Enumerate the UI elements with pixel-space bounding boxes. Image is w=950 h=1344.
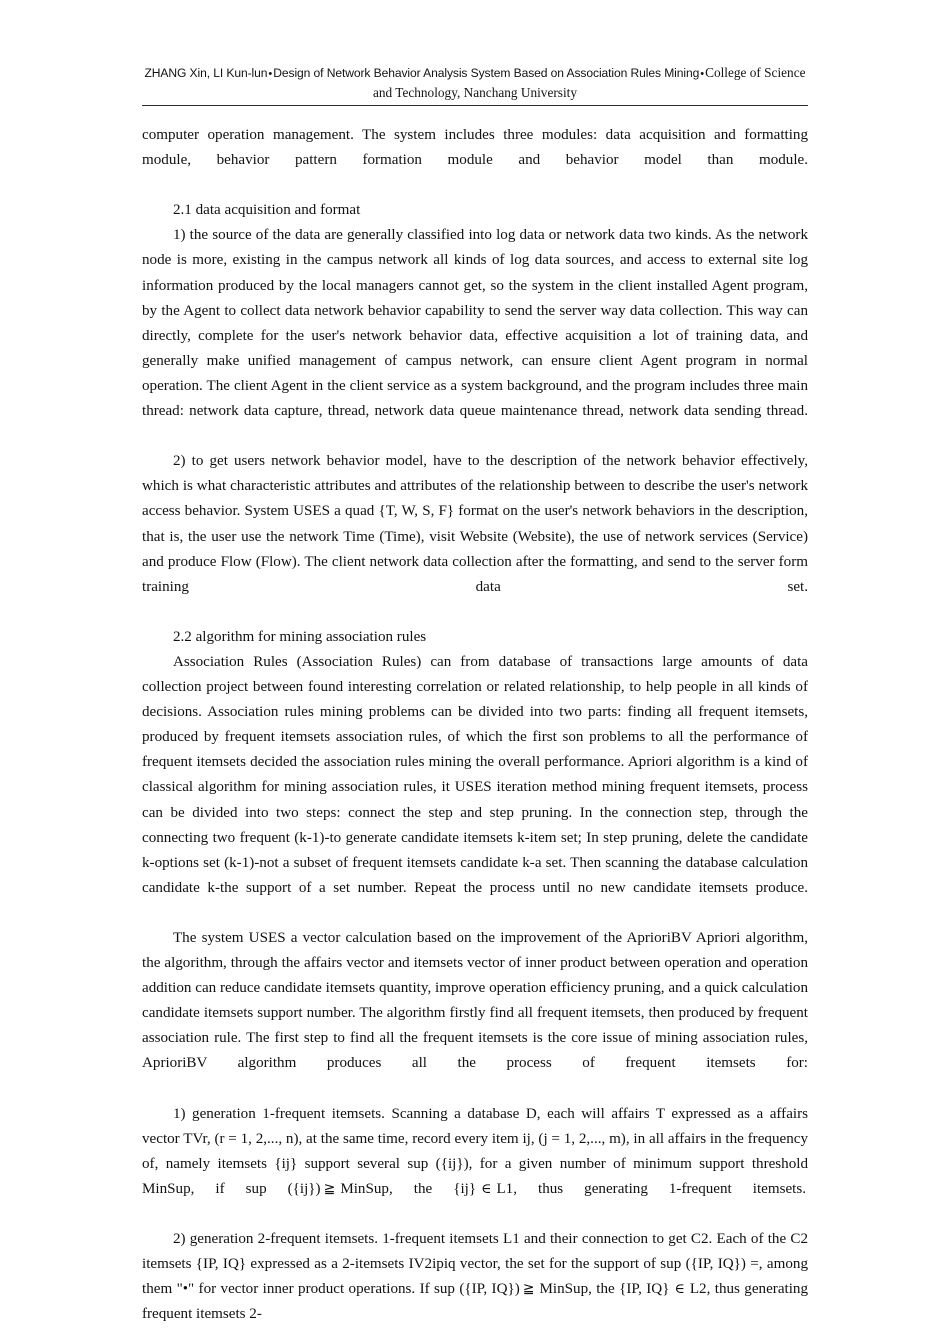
element-of-symbol: ∈: [481, 1180, 492, 1197]
header-title: Design of Network Behavior Analysis System Based on Association Rules Mining: [273, 66, 700, 80]
paragraph-continuation: computer operation management. The system includes three modules: data acquisition and formatting module, behavior pattern formation module and behavior model than module.: [142, 127, 808, 169]
paragraph-aprioribv: The system USES a vector calculation based on the improvement of the AprioriBV Apriori algorithm, the algorithm, through the affairs vector and itemsets vector of inner product between operation and operation addition can reduce candidate itemsets quantity, improve operation efficiency pruning, and a quick calculation candidate itemsets support number. The algorithm firstly find all frequent itemsets, then produced by frequent association rule. The first step to find all the frequent itemsets is the core issue of mining association rules, AprioriBV algorithm produces all the process of frequent itemsets for:: [142, 930, 808, 1072]
section-heading-2-2: 2.2 algorithm for mining association rules: [172, 628, 427, 645]
p6-text-1: 1) generation 1-frequent itemsets. Scanning a database D, each will affairs T expressed as a affairs vector TVr, (r = 1, 2,..., n), at the same time, record every item ij, (j = 1, 2,..., m), in all affairs in the frequency of, namely itemsets {ij} support several sup ({ij}), for a given number of minimum support threshold MinSup, if sup ({ij}): [142, 1105, 808, 1197]
p7-text-2: MinSup, the {IP, IQ}: [539, 1281, 670, 1298]
section-heading-2-1: 2.1 data acquisition and format: [172, 202, 361, 219]
header-separator-2: •: [700, 68, 705, 80]
greater-equal-symbol: ≧: [522, 1281, 535, 1298]
paragraph-generation-2-frequent: [142, 1227, 808, 1327]
header-authors: ZHANG Xin, LI Kun-lun: [144, 66, 268, 80]
element-of-symbol: ∈: [674, 1281, 685, 1298]
paragraph-item-1-data-source: 1) the source of the data are generally classified into log data or network data two kinds. As the network node is more, existing in the campus network all kinds of log data sources, and access to external site log information produced by the local managers cannot get, so the system in the client installed Agent program, by the Agent to collect data network behavior capability to send the server way data collection. This way can directly, complete for the user's network behavior data, effective acquisition a lot of training data, and generally make unified management of campus network, can ensure client Agent program in normal operation. The client Agent in the client service as a system background, and the program includes three main thread: network data capture, thread, network data queue maintenance thread, network data sending thread.: [142, 227, 808, 420]
page-content: [142, 64, 808, 1328]
p6-text-2: MinSup, the {ij}: [340, 1180, 477, 1197]
p6-text-3: L1, thus generating 1-frequent itemsets.: [496, 1180, 806, 1197]
p7-text-3: L2, thus generating frequent itemsets 2-: [142, 1281, 809, 1323]
header-affiliation: College of Science and Technology, Nanchang University: [372, 65, 806, 100]
paragraph-association-rules: Association Rules (Association Rules) can from database of transactions large amounts of data collection project between found interesting correlation or related relationship, to help people in all kinds of decisions. Association rules mining problems can be divided into two parts: finding all frequent itemsets, produced by frequent itemsets association rules, of which the first son problems to all the performance of frequent itemsets decided the association rules mining the overall performance. Apriori algorithm is a kind of classical algorithm for mining association rules, it USES iteration method mining frequent itemsets, process can be divided into two steps: connect the step and step pruning. In the connection step, through the connecting two frequent (k-1)-to generate candidate itemsets k-item set; In step pruning, delete the candidate k-options set (k-1)-not a subset of frequent itemsets candidate k-a set. Then scanning the database calculation candidate k-the support of a set number. Repeat the process until no new candidate itemsets produce.: [142, 653, 808, 896]
greater-equal-symbol: ≧: [323, 1180, 336, 1197]
p7-text-1: 2) generation 2-frequent itemsets. 1-frequent itemsets L1 and their connection to get C2. Each of the C2 itemsets {IP, IQ} expressed as a 2-itemsets IV2ipiq vector, the set for the support of sup ({IP, IQ}) =, among them "•" for vector inner product operations. If sup ({IP, IQ}): [142, 1231, 808, 1298]
header-separator-1: •: [268, 68, 273, 80]
paragraph-generation-1-frequent: [142, 1102, 808, 1227]
running-header: [142, 64, 808, 106]
body-text-column: [142, 123, 808, 1328]
paragraph-item-2-behavior-model: 2) to get users network behavior model, have to the description of the network behavior effectively, which is what characteristic attributes and attributes of the relationship between to describe the user's network access behavior. System USES a quad {T, W, S, F} format on the user's network behaviors in the description, that is, the user use the network Time (Time), visit Website (Website), the use of network services (Service) and produce Flow (Flow). The client network data collection after the formatting, and send to the server form training data set.: [142, 453, 808, 595]
